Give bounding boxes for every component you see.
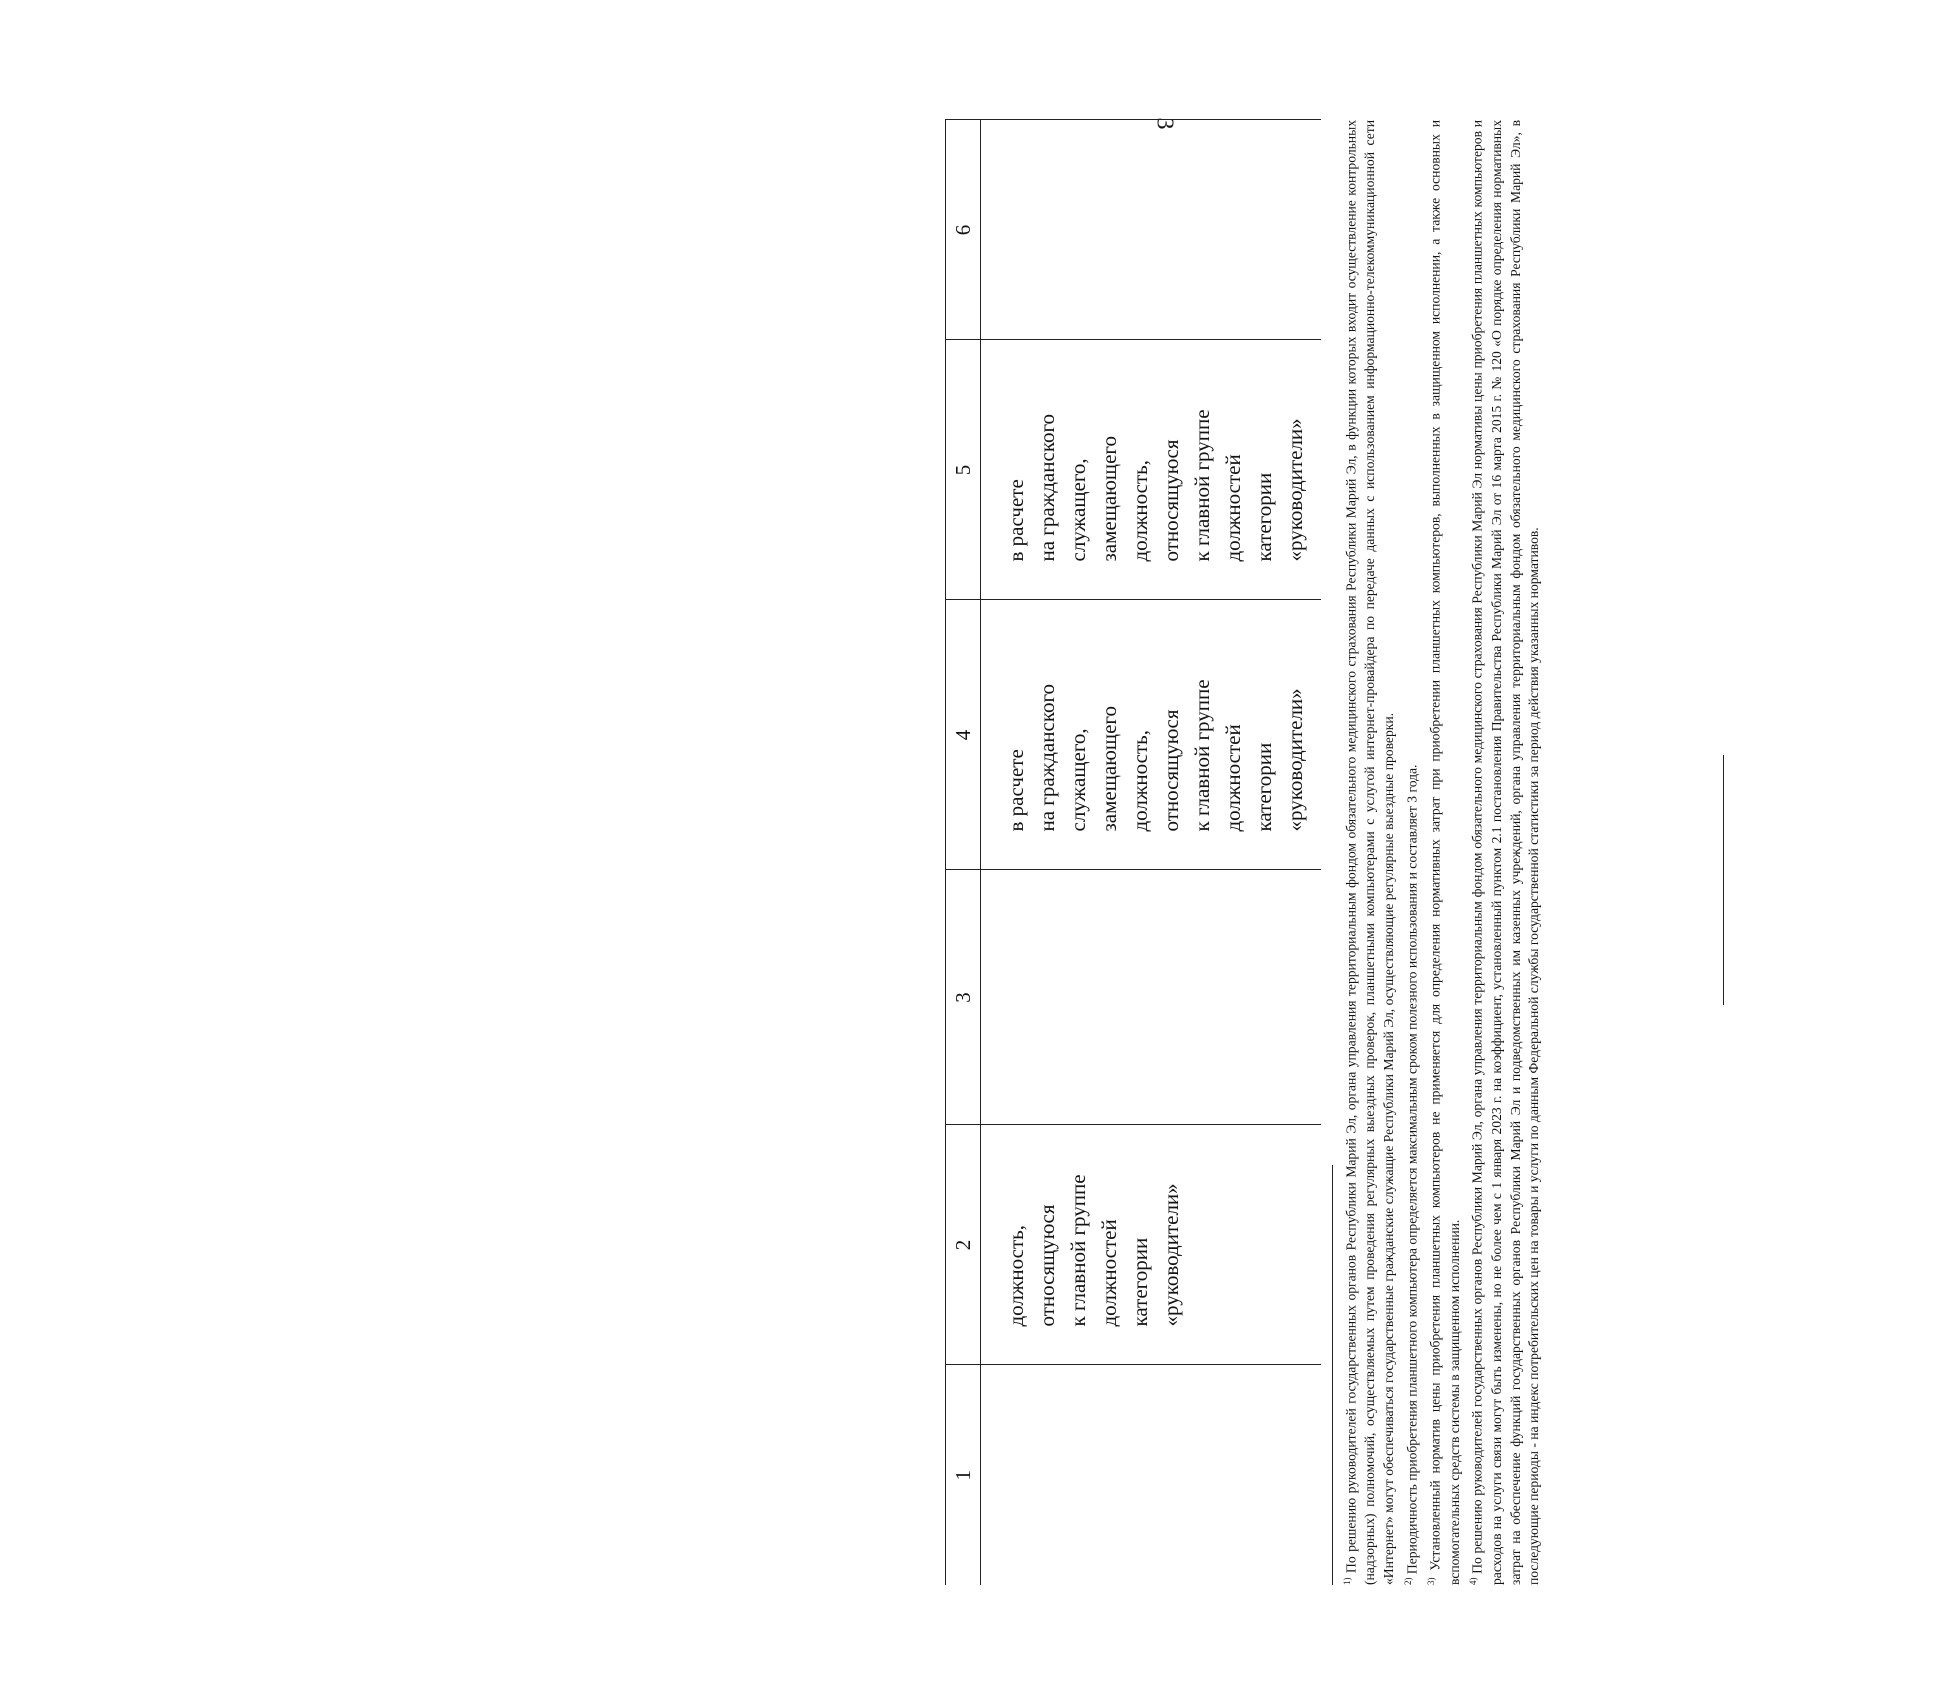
cell-line: служащего, [1066, 458, 1090, 562]
table-header-row [946, 120, 981, 1585]
footnote-separator [1332, 1165, 1333, 1585]
footnotes [1338, 120, 1544, 1585]
table-cell-col3 [981, 870, 1321, 1125]
column-header-3: 3 [946, 870, 981, 1125]
cell-line: замещающего [1097, 706, 1121, 832]
norms-table [945, 117, 1321, 1586]
cell-text-col5 [981, 341, 1311, 600]
footnote-mark: 3) [1426, 1577, 1437, 1585]
cell-line: должность, [1004, 1225, 1028, 1327]
column-header-4: 4 [946, 600, 981, 870]
footnote-text: Установленный норматив цены приобретения планшетных компьютеров не применяется для определения нормативных затрат при приобретении планшетных компьютеров, выполненных в защищенном исполнении, а также основных и вспомогательных средств системы в защищенном исполнении. [1427, 119, 1462, 1585]
table-cell-col1 [981, 1365, 1321, 1585]
table-cell-col5 [981, 340, 1321, 600]
cell-line: к главной группе [1190, 409, 1214, 562]
cell-text-col4 [981, 601, 1311, 870]
cell-line: относящуюся [1035, 1204, 1059, 1327]
cell-line: должностей [1221, 724, 1245, 832]
cell-line: относящуюся [1159, 439, 1183, 562]
cell-line: на гражданского [1035, 683, 1059, 832]
cell-line: категории [1252, 742, 1276, 832]
column-header-2: 2 [946, 1125, 981, 1365]
footnote-text: По решению руководителей государственных органов Республики Марий Эл, органа управления территориальным фондом обязательного медицинского страхования Республики Марий Эл, в функции которых входит осуществление контрольных (надзорных) полномочий, осуществляемых путем проведения регулярных выездных проверок, планшетными компьютерами с услугой интернет-провайдера по передаче данных с использованием информационно-телекоммуникационной сети «Интернет» могут обеспечиваться государственные гражданские служащие Республики Марий Эл, осуществляющие регулярные выездные проверки. [1343, 119, 1397, 1585]
column-header-5: 5 [946, 340, 981, 600]
footnote-mark: 4) [1468, 1577, 1479, 1585]
cell-line: в расчете [1004, 749, 1028, 832]
cell-line: категории [1128, 1237, 1152, 1327]
page-number: 3 [1151, 117, 1178, 130]
footnote-text: По решению руководителей государственных органов Республики Марий Эл, органа управления территориальным фондом обязательного медицинского страхования Республики Марий Эл нормативы цены приобретения планшетных компьютеров и расходов на услуги связи могут быть изменены, но не более чем с 1 января 2023 г. на коэффициент, установленный пунктом 2.1 постановления Правительства Республики Марий Эл от 16 марта 2015 г. № 120 «О порядке определения нормативных затрат на обеспечение функций государственных органов Республики Марий Эл и подведомственных им казенных учреждений, органа управления территориальным фондом обязательного медицинского страхования Республики Марий Эл», в последующие периоды - на индекс потребительских цен на товары и услуги по данным Федеральной службы государственной статистики за период действия указанных нормативов. [1469, 120, 1542, 1585]
table-row [981, 120, 1321, 1585]
cell-line: «руководители» [1159, 1183, 1183, 1327]
footnote-mark: 1) [1342, 1577, 1352, 1585]
cell-line: «руководители» [1283, 688, 1307, 832]
table-cell-col4 [981, 600, 1321, 870]
footnote-2 [1399, 120, 1422, 1585]
cell-line: должностей [1221, 454, 1245, 562]
table-cell-col2 [981, 1125, 1321, 1365]
footnote-4 [1464, 120, 1544, 1585]
table-cell-col6 [981, 117, 1321, 340]
cell-line: должностей [1097, 1219, 1121, 1327]
cell-line: относящуюся [1159, 709, 1183, 832]
footnote-3 [1422, 120, 1464, 1585]
cell-line: в расчете [1004, 479, 1028, 562]
footnote-mark: 2) [1402, 1577, 1413, 1585]
cell-line: должность, [1128, 460, 1152, 562]
cell-line: замещающего [1097, 436, 1121, 562]
column-header-6: 6 [946, 120, 981, 340]
cell-line: «руководители» [1283, 418, 1307, 562]
cell-line: должность, [1128, 730, 1152, 832]
cell-text-col2 [981, 1126, 1187, 1365]
rotated-page-content [945, 85, 1945, 1585]
cell-line: к главной группе [1190, 679, 1214, 832]
cell-line: категории [1252, 472, 1276, 562]
cell-line: к главной группе [1066, 1174, 1090, 1327]
cell-line: служащего, [1066, 728, 1090, 832]
end-of-document-rule [1723, 755, 1724, 1005]
footnote-text: Периодичность приобретения планшетного компьютера определяется максимальным сроком полезного использования и составляет 3 года. [1404, 764, 1420, 1575]
column-header-1: 1 [946, 1365, 981, 1585]
footnote-1 [1338, 120, 1399, 1585]
cell-line: на гражданского [1035, 413, 1059, 562]
